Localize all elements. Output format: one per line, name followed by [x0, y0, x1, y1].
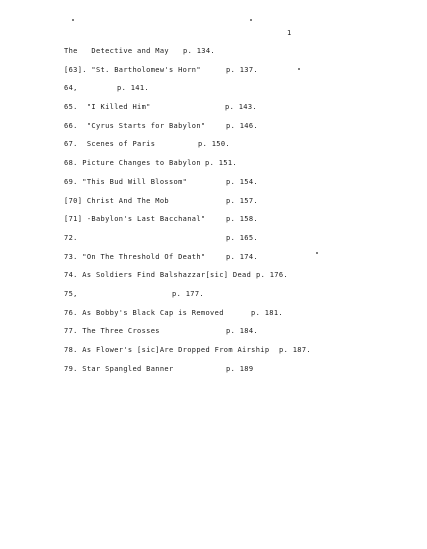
list-item — [64, 345, 414, 364]
contents-list — [64, 46, 414, 382]
list-item — [64, 308, 414, 327]
entry-title: [71] -Babylon's Last Bacchanal" — [64, 215, 206, 224]
entry-page: p. 143. — [225, 103, 257, 112]
list-item — [64, 252, 414, 271]
entry-title: 75, — [64, 289, 78, 298]
entry-page: p. 177. — [172, 289, 204, 298]
entry-page: p. 158. — [226, 215, 258, 224]
entry-page: p. 165. — [226, 233, 258, 242]
entry-title: 74. As Soldiers Find Balshazzar[sic] Dead — [64, 271, 252, 280]
entry-page: p. 134. — [183, 47, 215, 55]
entry-title: 67. Scenes of Paris — [64, 140, 156, 149]
entry-title: 73. "On The Threshold Of Death" — [64, 252, 206, 261]
entry-title: 76. As Bobby's Black Cap is Removed — [64, 308, 224, 317]
entry-title: 64, — [64, 84, 78, 93]
entry-page: p. 181. — [251, 308, 283, 317]
entry-title: 66. "Cyrus Starts for Babylon" — [64, 121, 206, 130]
list-item — [64, 177, 414, 196]
list-item — [64, 270, 414, 289]
list-item — [64, 326, 414, 345]
scan-speck — [72, 19, 74, 21]
entry-title: 68. Picture Changes to Babylon — [64, 159, 201, 168]
entry-page: p. 141. — [117, 84, 149, 93]
list-item — [64, 289, 414, 308]
entry-page: p. 150. — [198, 140, 230, 149]
entry-page: p. 176. — [256, 271, 288, 280]
list-item — [64, 83, 414, 102]
entry-page: p. 189 — [226, 364, 254, 373]
entry-title: 72. — [64, 233, 78, 242]
entry-page: p. 174. — [226, 252, 258, 261]
entry-title: 65. "I Killed Him" — [64, 103, 151, 112]
list-item — [64, 139, 414, 158]
list-item — [64, 46, 414, 65]
list-item — [64, 364, 414, 383]
entry-page: p. 151. — [205, 159, 237, 168]
entry-title: 78. As Flower's [sic]Are Dropped From Airship — [64, 346, 270, 354]
list-item — [64, 196, 414, 215]
entry-title: 79. Star Spangled Banner — [64, 364, 174, 373]
entry-page: p. 154. — [226, 177, 258, 186]
entry-title: The Detective and May — [64, 47, 169, 55]
entry-title: [63]. "St. Bartholomew's Horn" — [64, 65, 201, 74]
entry-page: p. 157. — [226, 196, 258, 205]
list-item — [64, 121, 414, 140]
list-item — [64, 65, 414, 84]
entry-title: 77. The Three Crosses — [64, 327, 160, 336]
entry-title: [70] Christ And The Mob — [64, 196, 169, 205]
list-item — [64, 233, 414, 252]
scan-speck — [250, 19, 252, 21]
list-item — [64, 214, 414, 233]
entry-page: p. 137. — [226, 65, 258, 74]
entry-page: p. 146. — [226, 121, 258, 130]
entry-page: p. 187. — [279, 346, 311, 354]
entry-page: p. 184. — [226, 327, 258, 336]
list-item — [64, 102, 414, 121]
list-item — [64, 158, 414, 177]
page-mark: 1 — [287, 29, 292, 37]
entry-title: 69. "This Bud Will Blossom" — [64, 177, 188, 186]
